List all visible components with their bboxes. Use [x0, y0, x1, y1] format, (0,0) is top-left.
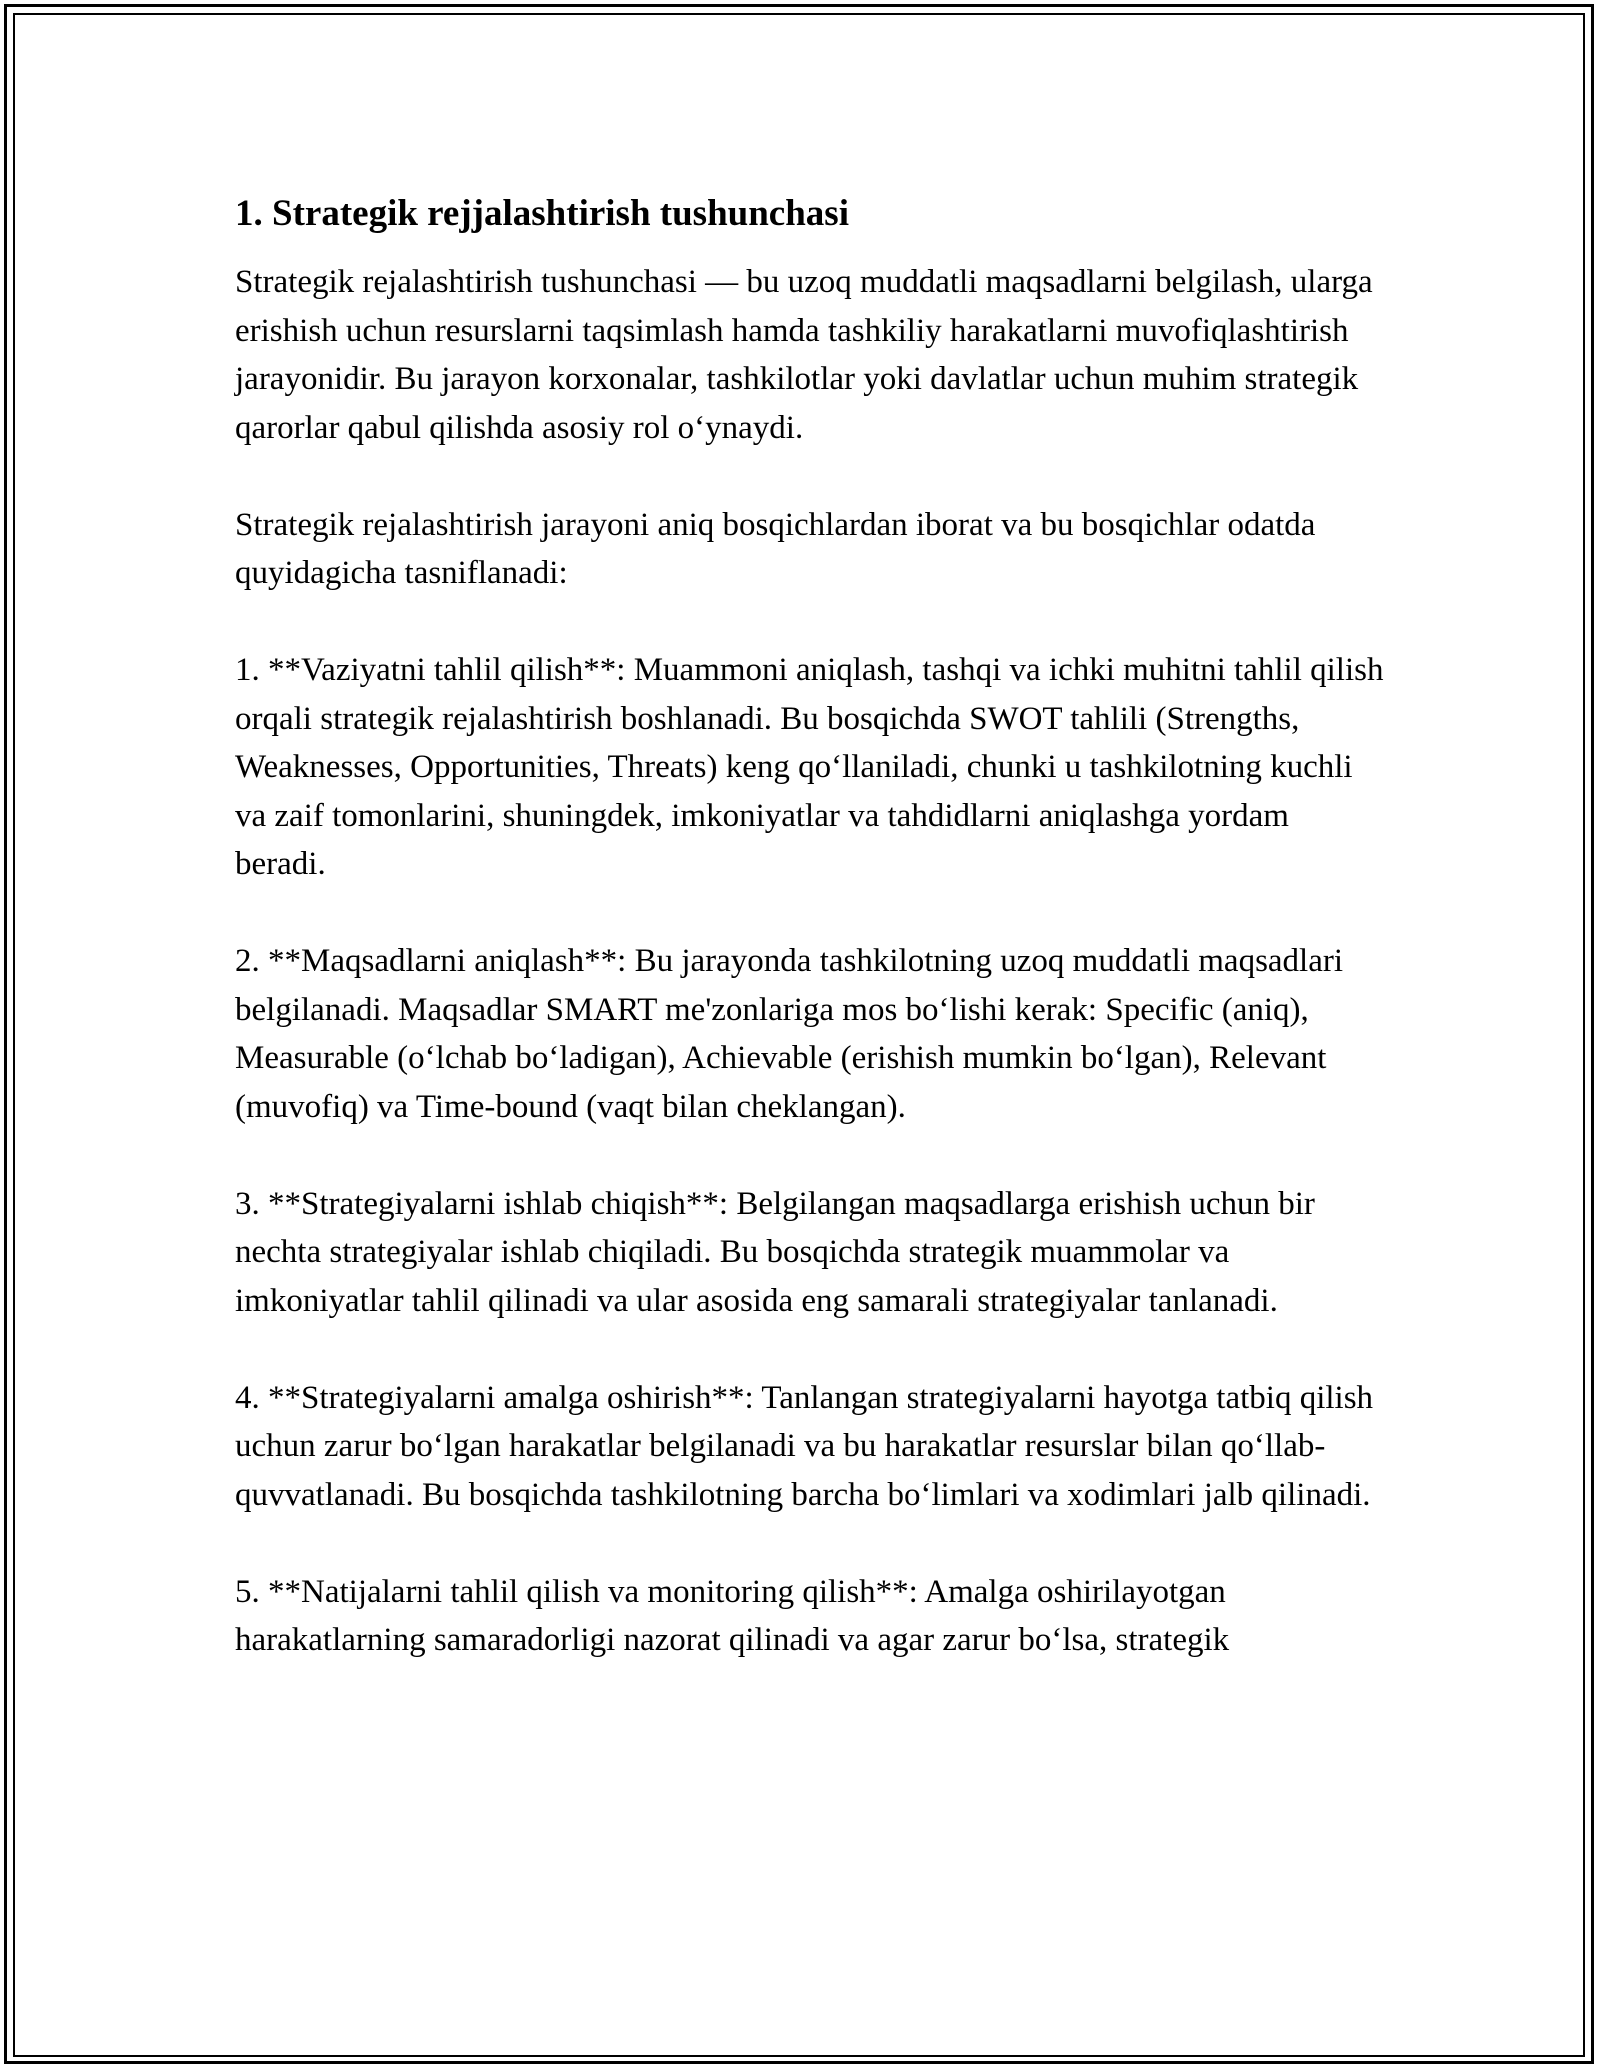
process-intro-paragraph: Strategik rejalashtirish jarayoni aniq bosqichlardan iborat va bu bosqichlar odatda quyidagicha tasniflanadi: [235, 506, 1316, 591]
step-4-paragraph: 4. **Strategiyalarni amalga oshirish**: Tanlangan strategiyalarni hayotga tatbiq qilish uchun zarur boʻlgan harakatlar belgilanadi va bu harakatlar resurslar bilan qoʻllab-quvvatlanadi. Bu bosqichda tashkilotning barcha boʻlimlari va xodimlari jalb qilinadi. [235, 1379, 1374, 1513]
section-heading: 1. Strategik rejjalashtirish tushunchasi [235, 193, 849, 234]
document-body [235, 180, 1385, 1713]
step-1-paragraph: 1. **Vaziyatni tahlil qilish**: Muammoni aniqlash, tashqi va ichki muhitni tahlil qilish orqali strategik rejalashtirish boshlanadi. Bu bosqichda SWOT tahlili (Strengths, Weaknesses, Opportunities, Threats) keng qoʻllaniladi, chunki u tashkilotning kuchli va zaif tomonlarini, shuningdek, imkoniyatlar va tahdidlarni aniqlashga yordam beradi. [235, 652, 1384, 882]
step-3-paragraph: 3. **Strategiyalarni ishlab chiqish**: Belgilangan maqsadlarga erishish uchun bir nechta strategiyalar ishlab chiqiladi. Bu bosqichda strategik muammolar va imkoniyatlar tahlil qilinadi va ular asosida eng samarali strategiyalar tanlanadi. [235, 1185, 1315, 1319]
step-5-paragraph: 5. **Natijalarni tahlil qilish va monitoring qilish**: Amalga oshirilayotgan harakatlarning samaradorligi nazorat qilinadi va agar zarur boʻlsa, strategik [235, 1573, 1230, 1658]
intro-paragraph: Strategik rejalashtirish tushunchasi — bu uzoq muddatli maqsadlarni belgilash, ularga erishish uchun resurslarni taqsimlash hamda tashkiliy harakatlarni muvofiqlashtirish jarayonidir. Bu jarayon korxonalar, tashkilotlar yoki davlatlar uchun muhim strategik qarorlar qabul qilishda asosiy rol oʻynaydi. [235, 264, 1373, 446]
step-2-paragraph: 2. **Maqsadlarni aniqlash**: Bu jarayonda tashkilotning uzoq muddatli maqsadlari belgilanadi. Maqsadlar SMART me'zonlariga mos boʻlishi kerak: Specific (aniq), Measurable (oʻlchab boʻladigan), Achievable (erishish mumkin boʻlgan), Relevant (muvofiq) va Time-bound (vaqt bilan cheklangan). [235, 943, 1344, 1125]
